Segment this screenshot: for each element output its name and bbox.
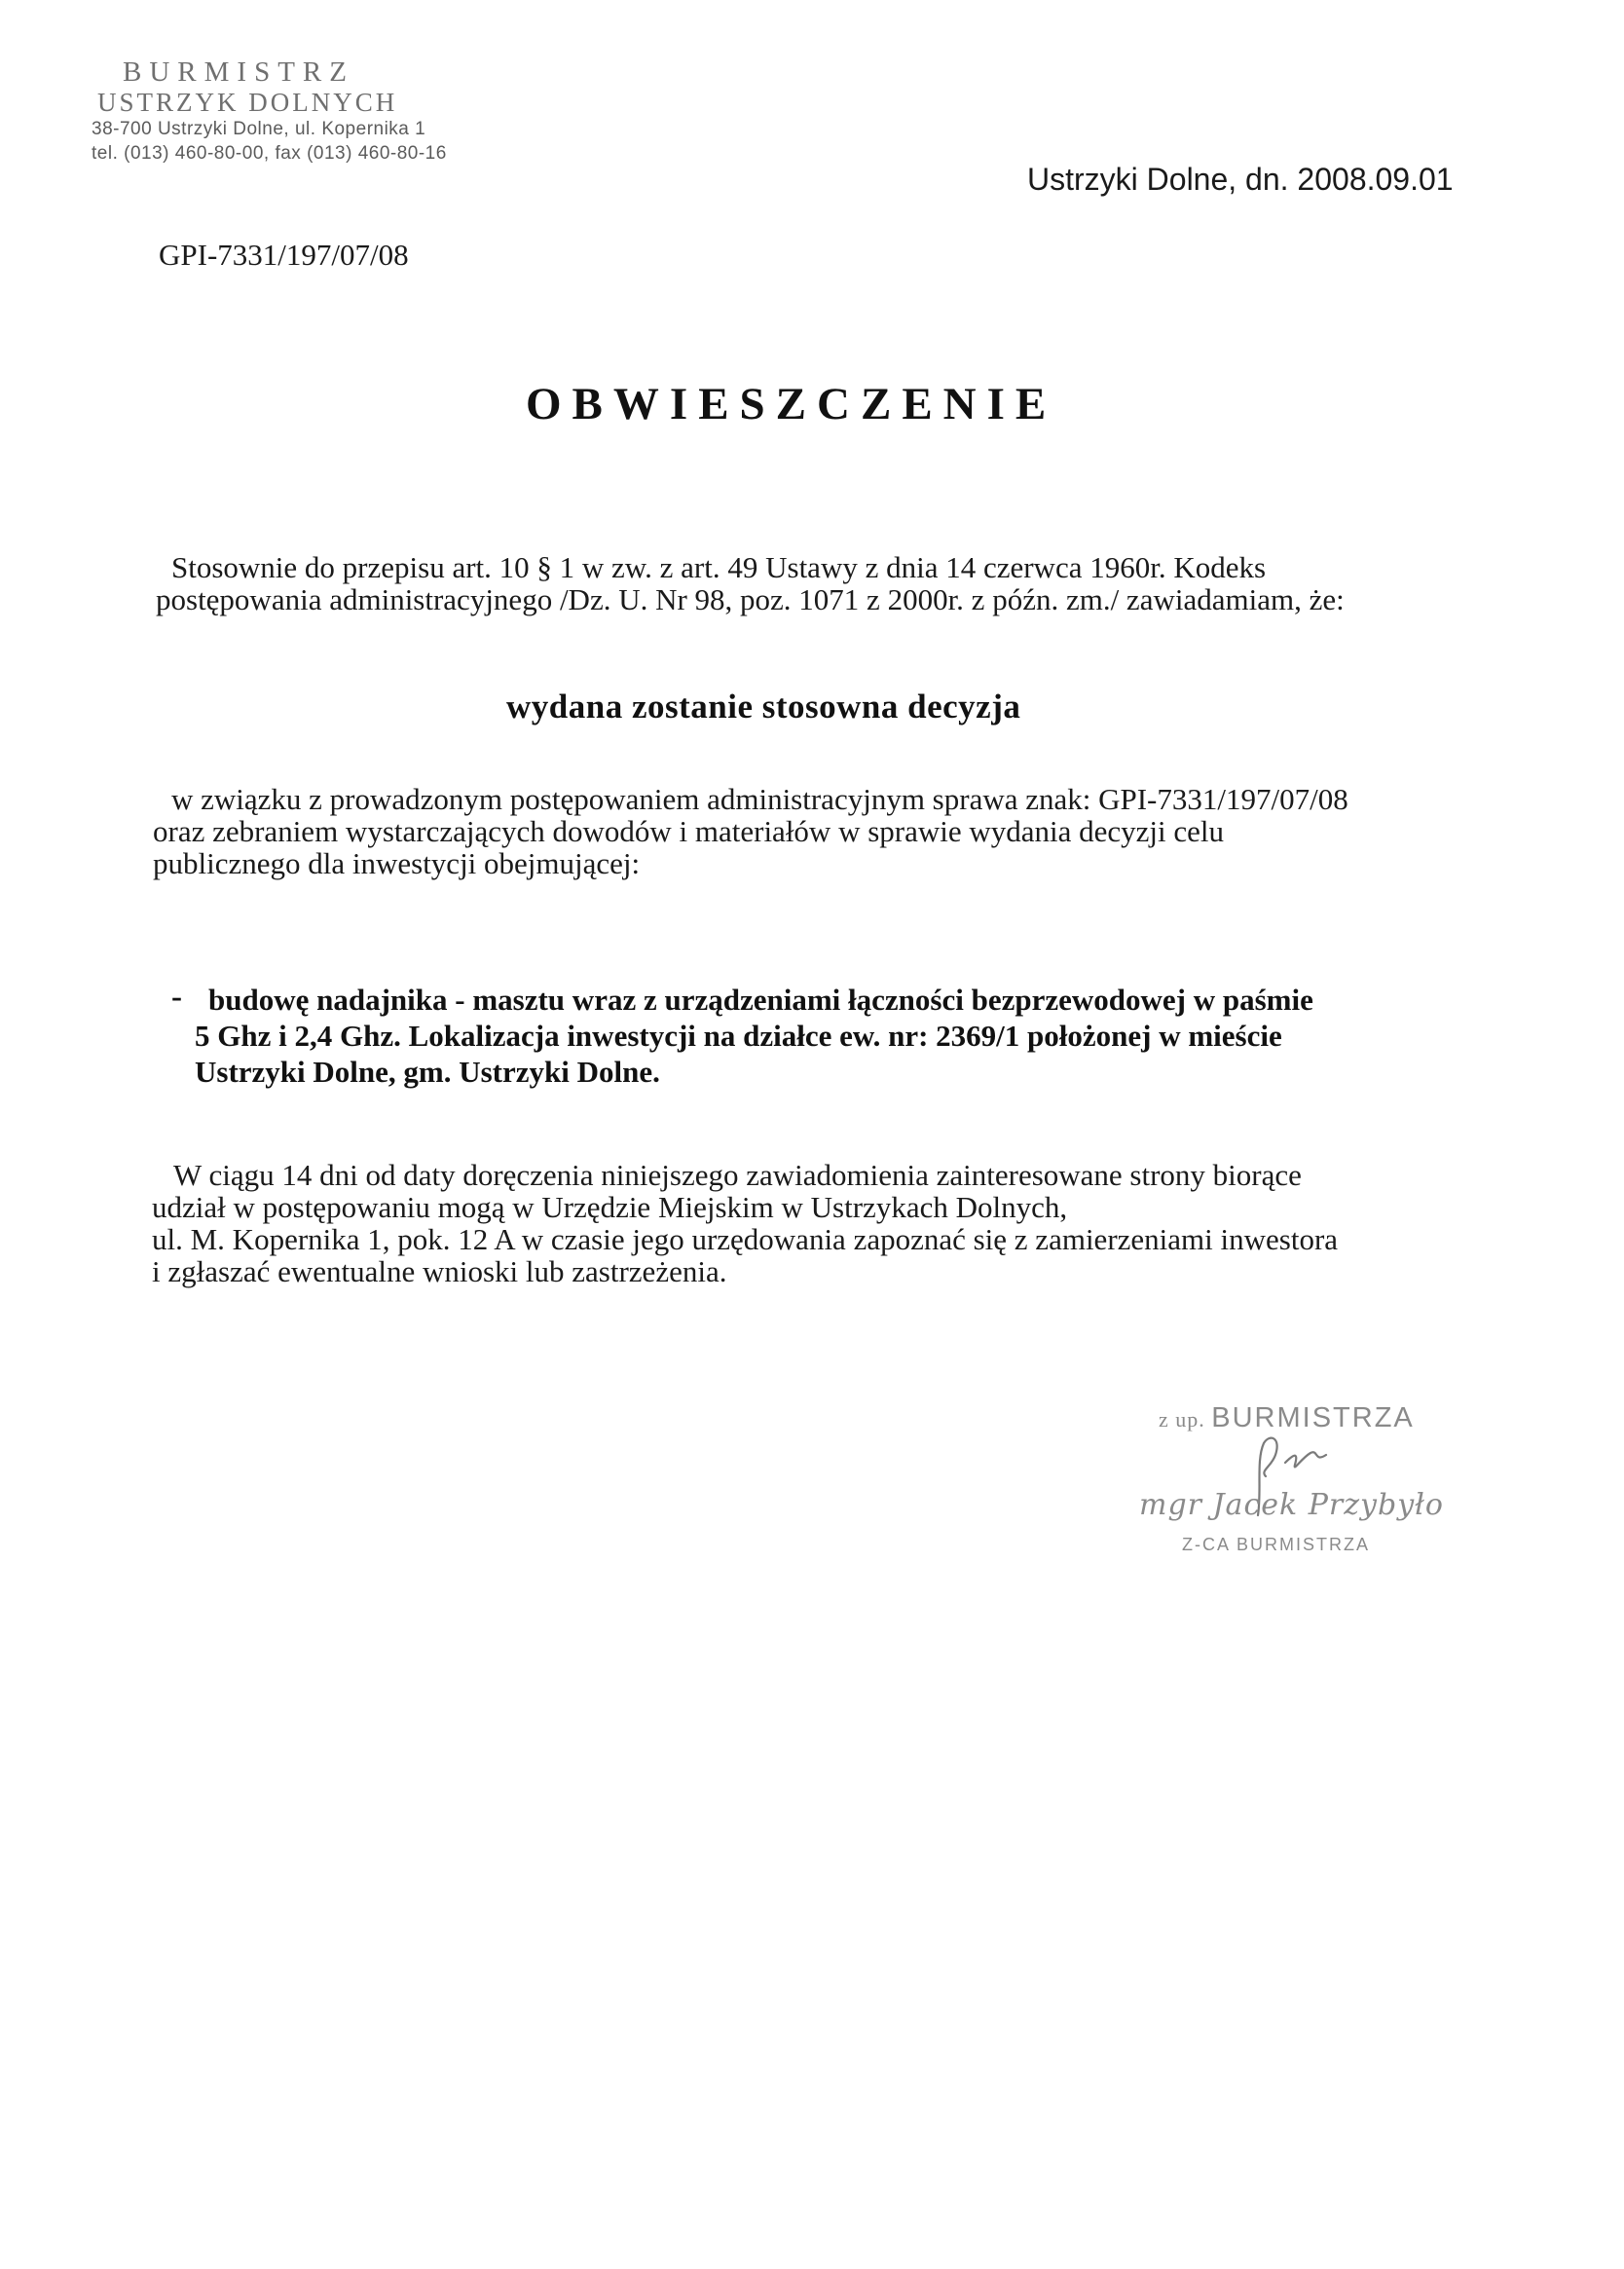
letterhead-city: USTRZYK DOLNYCH — [97, 88, 398, 117]
notice-line-1: W ciągu 14 dni od daty doręczenia niniejszego zawiadomienia zainteresowane strony biorące — [173, 1158, 1302, 1192]
signature-prefix: z up. — [1159, 1407, 1205, 1432]
notice-line-3: ul. M. Kopernika 1, pok. 12 A w czasie jego urzędowania zapoznać się z zamierzeniami inwestora — [152, 1222, 1339, 1256]
letterhead-stamp — [82, 56, 471, 166]
document-date: Ustrzyki Dolne, dn. 2008.09.01 — [1027, 162, 1454, 197]
bullet-line-2: 5 Ghz i 2,4 Ghz. Lokalizacja inwestycji na działce ew. nr: 2369/1 położonej w mieście — [195, 1019, 1282, 1053]
investment-bullet — [195, 982, 1470, 1090]
bullet-line-1: budowę nadajnika - masztu wraz z urządzeniami łączności bezprzewodowej w paśmie — [208, 983, 1313, 1017]
notice-line-2: udział w postępowaniu mogą w Urzędzie Miejskim w Ustrzykach Dolnych, — [152, 1190, 1068, 1224]
notice-paragraph — [152, 1159, 1472, 1287]
intro-paragraph — [156, 551, 1470, 615]
context-line-1: w związku z prowadzonym postępowaniem administracyjnym sprawa znak: GPI-7331/197/07/08 — [171, 782, 1348, 816]
signature-office: BURMISTRZA — [1211, 1402, 1415, 1433]
signature-name: mgr Jacek Przybyło — [1139, 1488, 1444, 1522]
context-line-3: publicznego dla inwestycji obejmującej: — [153, 846, 641, 880]
letterhead-address: 38-700 Ustrzyki Dolne, ul. Kopernika 1 — [92, 119, 426, 139]
notice-line-4: i zgłaszać ewentualne wnioski lub zastrzeżenia. — [152, 1254, 727, 1288]
context-line-2: oraz zebraniem wystarczających dowodów i materiałów w sprawie wydania decyzji celu — [153, 814, 1225, 848]
intro-line-1: Stosownie do przepisu art. 10 § 1 w zw. z art. 49 Ustawy z dnia 14 czerwca 1960r. Kodeks — [171, 550, 1267, 584]
intro-line-2: postępowania administracyjnego /Dz. U. Nr 98, poz. 1071 z 2000r. z późn. zm./ zawiadamiam, że: — [156, 582, 1345, 616]
document-heading: OBWIESZCZENIE — [526, 379, 1057, 429]
bullet-dash: - — [171, 980, 182, 1015]
reference-number: GPI-7331/197/07/08 — [159, 238, 409, 272]
context-paragraph — [153, 783, 1467, 879]
signature-role: Z-CA BURMISTRZA — [1182, 1535, 1371, 1554]
letterhead-title: BURMISTRZ — [123, 56, 354, 88]
bullet-line-3: Ustrzyki Dolne, gm. Ustrzyki Dolne. — [195, 1055, 660, 1089]
letterhead-contact: tel. (013) 460-80-00, fax (013) 460-80-16 — [92, 143, 447, 164]
decision-subheading: wydana zostanie stosowna decyzja — [506, 688, 1021, 725]
